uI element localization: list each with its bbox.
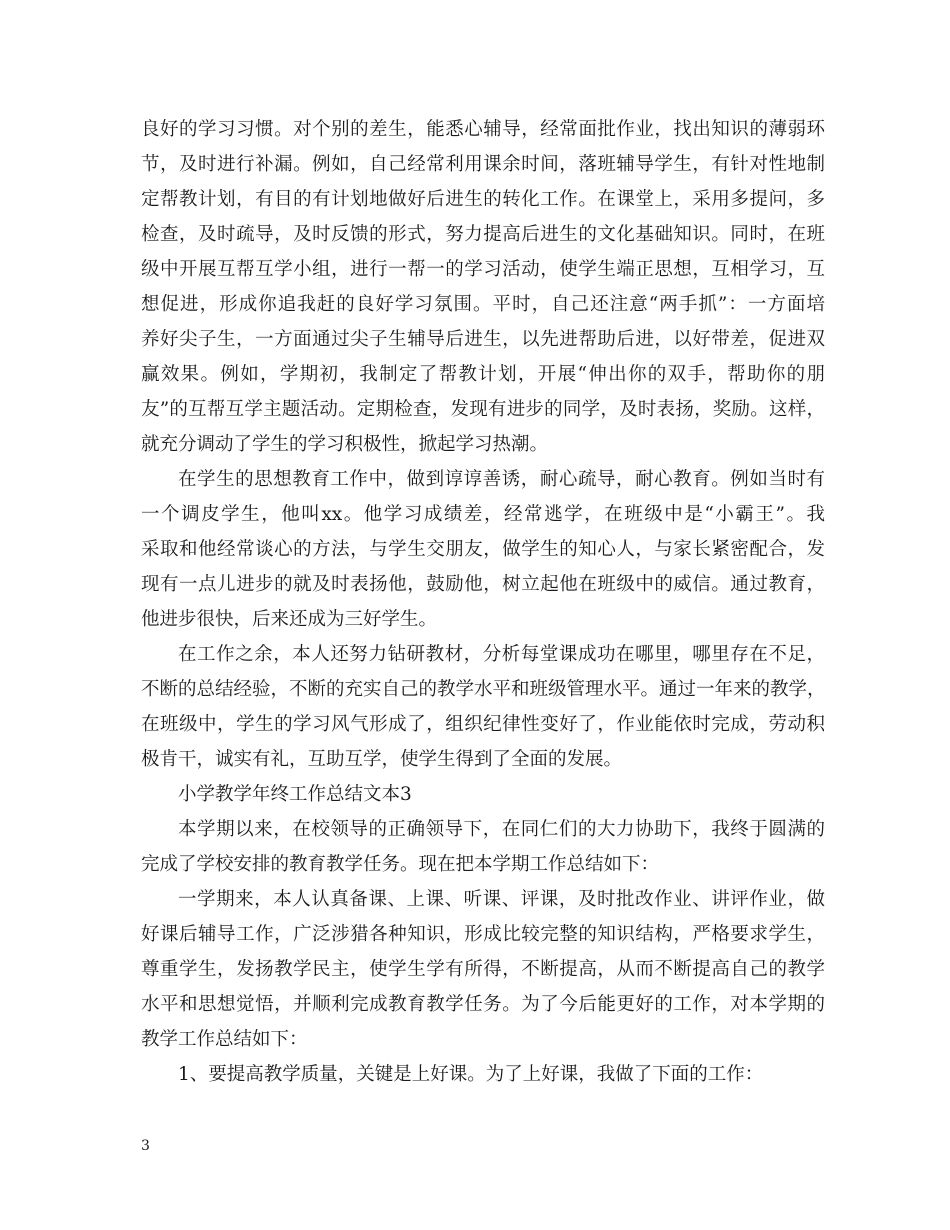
text-line: 赢效果。例如，学期初，我制定了帮教计划，开展“伸出你的双手，帮助你的朋 (141, 364, 825, 385)
text-line: 水平和思想觉悟，并顺利完成教育教学任务。为了今后能更好的工作，对本学期的 (141, 994, 825, 1015)
text-line: 现有一点儿进步的就及时表扬他，鼓励他，树立起他在班级中的威信。通过教育， (141, 574, 825, 595)
text-line: 在学生的思想教育工作中，做到谆谆善诱，耐心疏导，耐心教育。例如当时有 (178, 469, 825, 490)
text-line: 完成了学校安排的教育教学任务。现在把本学期工作总结如下： (141, 854, 660, 875)
text-line: 极肯干，诚实有礼，互助互学，使学生得到了全面的发展。 (141, 749, 623, 770)
text-line: 在班级中，学生的学习风气形成了，组织纪律性变好了，作业能依时完成，劳动积 (141, 714, 825, 735)
text-line: 一个调皮学生，他叫xx。他学习成绩差，经常逃学，在班级中是“小霸王”。我 (141, 504, 825, 525)
text-line: 尊重学生，发扬教学民主，使学生学有所得，不断提高，从而不断提高自己的教学 (141, 959, 825, 980)
text-line: 教学工作总结如下： (141, 1029, 308, 1050)
text-line: 级中开展互帮互学小组，进行一帮一的学习活动，使学生端正思想，互相学习，互 (141, 259, 825, 280)
text-line: 节，及时进行补漏。例如，自己经常利用课余时间，落班辅导学生，有针对性地制 (141, 154, 825, 175)
text-line: 好课后辅导工作，广泛涉猎各种知识，形成比较完整的知识结构，严格要求学生， (141, 924, 825, 945)
text-line: 想促进，形成你追我赶的良好学习氛围。平时，自己还注意“两手抓”：一方面培 (141, 294, 825, 315)
text-line: 良好的学习习惯。对个别的差生，能悉心辅导，经常面批作业，找出知识的薄弱环 (141, 119, 825, 140)
page-number: 3 (141, 1138, 150, 1154)
text-line: 不断的总结经验，不断的充实自己的教学水平和班级管理水平。通过一年来的教学， (141, 679, 826, 700)
text-line: 他进步很快，后来还成为三好学生。 (141, 609, 438, 630)
document-body (141, 112, 825, 1092)
text-line: 定帮教计划，有目的有计划地做好后进生的转化工作。在课堂上，采用多提问，多 (141, 189, 825, 210)
text-line: 在工作之余，本人还努力钻研教材，分析每堂课成功在哪里，哪里存在不足， (178, 644, 825, 665)
text-line: 1、要提高教学质量，关键是上好课。为了上好课，我做了下面的工作： (178, 1064, 764, 1085)
text-line: 一学期来，本人认真备课、上课、听课、评课，及时批改作业、讲评作业，做 (178, 889, 825, 910)
text-line: 本学期以来，在校领导的正确领导下，在同仁们的大力协助下，我终于圆满的 (178, 819, 825, 840)
section-heading: 小学教学年终工作总结文本3 (178, 784, 412, 805)
text-line: 就充分调动了学生的学习积极性，掀起学习热潮。 (141, 434, 549, 455)
text-line: 养好尖子生，一方面通过尖子生辅导后进生，以先进帮助后进，以好带差，促进双 (141, 329, 825, 350)
text-line: 友”的互帮互学主题活动。定期检查，发现有进步的同学，及时表扬，奖励。这样， (141, 399, 825, 420)
text-line: 检查，及时疏导，及时反馈的形式，努力提高后进生的文化基础知识。同时，在班 (141, 224, 825, 245)
text-line: 采取和他经常谈心的方法，与学生交朋友，做学生的知心人，与家长紧密配合，发 (141, 539, 825, 560)
